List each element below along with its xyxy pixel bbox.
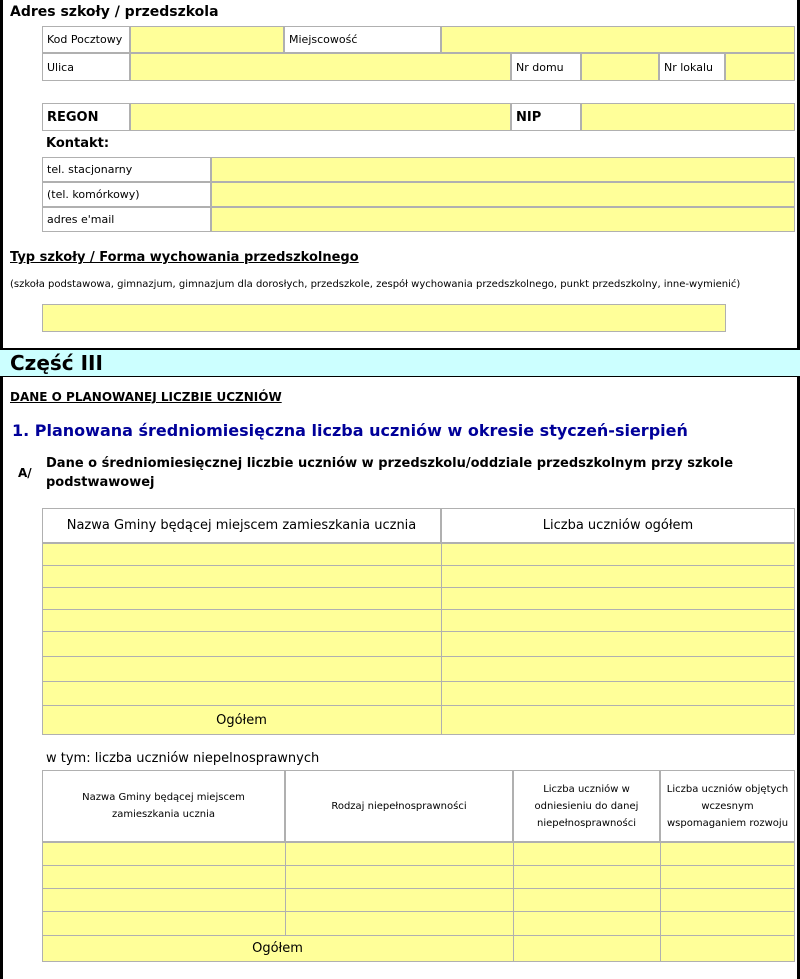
email-label: adres e'mail (42, 207, 211, 232)
landline-label: tel. stacjonarny (42, 157, 211, 182)
table2-total-count-field[interactable] (514, 936, 660, 961)
email-field[interactable] (211, 207, 795, 232)
table1-total-label: Ogółem (216, 712, 267, 728)
regon-field[interactable] (130, 103, 511, 131)
part-title: Część III (10, 351, 103, 375)
table2-header-gmina-line2: zamieszkania ucznia (111, 809, 215, 820)
address-title: Adres szkoły / przedszkola (10, 4, 219, 20)
part-header (0, 348, 800, 377)
nip-field[interactable] (581, 103, 795, 131)
table2-header-early-line2: wczesnym (701, 800, 754, 812)
house-no-field[interactable] (581, 53, 659, 81)
table2-header-count-line1: Liczba uczniów w (543, 783, 630, 795)
table2-header-early (660, 770, 795, 842)
table2-total-early-field[interactable] (661, 936, 794, 961)
left-border (0, 0, 3, 979)
city-label: Miejscowość (284, 26, 441, 53)
table2-header-gmina (42, 770, 285, 842)
table1-total-field[interactable] (442, 706, 794, 734)
table1-row-line (42, 587, 795, 588)
school-type-hint: (szkoła podstawowa, gimnazjum, gimnazjum dla dorosłych, przedszkole, zespół wychowania przedszkolnego, punkt przedszkolny, inne-wymienić) (10, 279, 741, 290)
landline-field[interactable] (211, 157, 795, 182)
table2-row-line (42, 888, 795, 889)
contact-title: Kontakt: (46, 136, 110, 151)
postal-code-field[interactable] (130, 26, 284, 53)
table1-row-line (42, 609, 795, 610)
section-a-desc-line1: Dane o średniomiesięcznej liczbie uczniów w przedszkolu/oddziale przedszkolnym przy szkole (46, 456, 734, 471)
nip-label: NIP (511, 103, 581, 131)
mobile-label: (tel. komórkowy) (42, 182, 211, 207)
regon-label: REGON (42, 103, 130, 131)
table2-total-label: Ogółem (252, 941, 303, 956)
section-a-marker: A/ (18, 466, 32, 480)
table2-header-count-line2: odniesieniu do danej (534, 800, 639, 812)
apt-no-label: Nr lokalu (659, 53, 725, 81)
table2-row-line (42, 865, 795, 866)
table2-header-count (513, 770, 660, 842)
city-field[interactable] (441, 26, 795, 53)
table1-row-line (42, 631, 795, 632)
street-field[interactable] (130, 53, 511, 81)
table2-header-early-line1: Liczba uczniów objętych (666, 783, 789, 795)
table2-row-line (42, 911, 795, 912)
disabled-title: w tym: liczba uczniów niepelnosprawnych (46, 751, 320, 766)
table2-header-count-line3: niepełnosprawności (537, 817, 636, 829)
table1-header-gmina: Nazwa Gminy będącej miejscem zamieszkania ucznia (42, 508, 441, 543)
mobile-field[interactable] (211, 182, 795, 207)
section-heading: 1. Planowana średniomiesięczna liczba uczniów w okresie styczeń-sierpień (12, 421, 688, 440)
table2-header-early-line3: wspomaganiem rozwoju (666, 817, 789, 829)
part-subtitle: DANE O PLANOWANEJ LICZBIE UCZNIÓW (10, 390, 282, 404)
table1-row-line (42, 565, 795, 566)
apt-no-field[interactable] (725, 53, 795, 81)
table1-row-line (42, 681, 795, 682)
street-label: Ulica (42, 53, 130, 81)
school-type-field[interactable] (42, 304, 726, 332)
school-type-title: Typ szkoły / Forma wychowania przedszkolnego (10, 250, 359, 265)
table2-header-gmina-line1: Nazwa Gminy będącej miejscem (82, 792, 245, 803)
house-no-label: Nr domu (511, 53, 581, 81)
table1-header-count: Liczba uczniów ogółem (441, 508, 795, 543)
postal-code-label: Kod Pocztowy (42, 26, 130, 53)
section-a-desc-line2: podstwawowej (46, 475, 155, 490)
table2-header-type: Rodzaj niepełnosprawności (285, 770, 513, 842)
table1-row-line (42, 656, 795, 657)
